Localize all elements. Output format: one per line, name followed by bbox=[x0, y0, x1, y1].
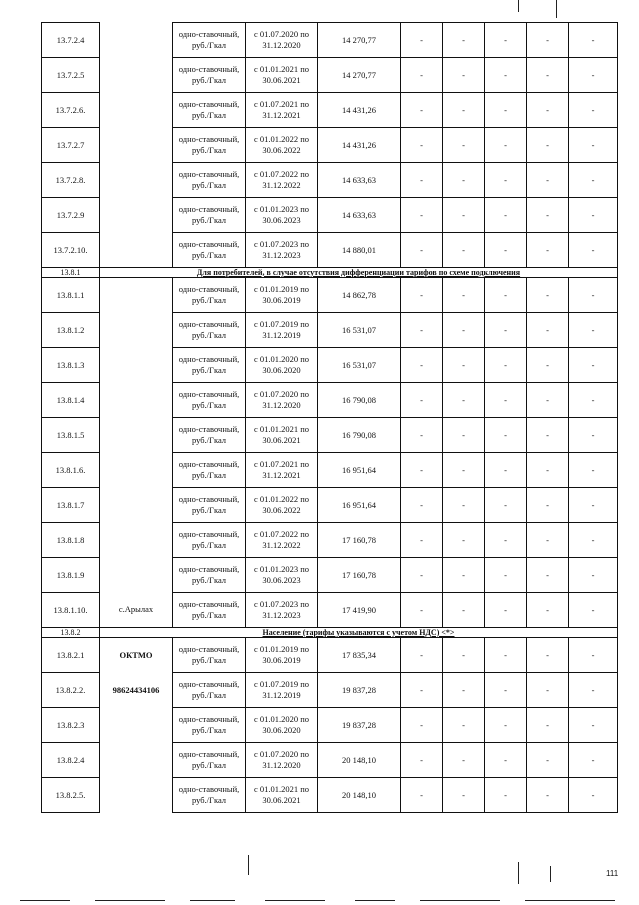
row-code: 13.8.2.5. bbox=[42, 778, 100, 813]
section-code: 13.8.1 bbox=[42, 268, 100, 278]
empty-value-dash: - bbox=[443, 523, 485, 558]
tariff-kind: одно-ставочный, руб./Гкал bbox=[173, 278, 246, 313]
empty-value-dash: - bbox=[443, 383, 485, 418]
empty-value-dash: - bbox=[527, 313, 569, 348]
row-code: 13.8.1.4 bbox=[42, 383, 100, 418]
tariff-kind: одно-ставочный, руб./Гкал bbox=[173, 558, 246, 593]
empty-value-dash: - bbox=[527, 233, 569, 268]
tariff-period: с 01.07.2021 по 31.12.2021 bbox=[246, 93, 318, 128]
tariff-kind: одно-ставочный, руб./Гкал bbox=[173, 128, 246, 163]
scan-artifact-line bbox=[265, 900, 325, 901]
tariff-period: с 01.07.2023 по 31.12.2023 bbox=[246, 593, 318, 628]
empty-value-dash: - bbox=[401, 313, 443, 348]
scan-artifact-line bbox=[355, 900, 395, 901]
tariff-period: с 01.07.2023 по 31.12.2023 bbox=[246, 233, 318, 268]
empty-value-dash: - bbox=[569, 128, 618, 163]
empty-value-dash: - bbox=[401, 418, 443, 453]
location-cell bbox=[100, 278, 173, 313]
location-cell bbox=[100, 128, 173, 163]
empty-value-dash: - bbox=[401, 743, 443, 778]
tariff-kind: одно-ставочный, руб./Гкал bbox=[173, 743, 246, 778]
empty-value-dash: - bbox=[569, 418, 618, 453]
empty-value-dash: - bbox=[527, 348, 569, 383]
table-row bbox=[42, 638, 618, 673]
row-code: 13.8.2.2. bbox=[42, 673, 100, 708]
empty-value-dash: - bbox=[527, 708, 569, 743]
row-code: 13.8.2.4 bbox=[42, 743, 100, 778]
tariff-price: 17 160,78 bbox=[318, 523, 401, 558]
empty-value-dash: - bbox=[569, 163, 618, 198]
empty-value-dash: - bbox=[527, 128, 569, 163]
empty-value-dash: - bbox=[401, 453, 443, 488]
table-row bbox=[42, 58, 618, 93]
tariff-period: с 01.07.2020 по 31.12.2020 bbox=[246, 23, 318, 58]
row-code: 13.8.1.3 bbox=[42, 348, 100, 383]
tariff-table-page bbox=[41, 22, 617, 813]
empty-value-dash: - bbox=[401, 278, 443, 313]
location-cell bbox=[100, 743, 173, 778]
section-title: Население (тарифы указываются с учетом НДС) <*> bbox=[100, 628, 618, 638]
scan-artifact-line bbox=[420, 900, 500, 901]
location-cell bbox=[100, 313, 173, 348]
empty-value-dash: - bbox=[527, 558, 569, 593]
empty-value-dash: - bbox=[485, 638, 527, 673]
tariff-price: 14 880,01 bbox=[318, 233, 401, 268]
row-code: 13.7.2.7 bbox=[42, 128, 100, 163]
location-cell bbox=[100, 453, 173, 488]
tariff-price: 17 835,34 bbox=[318, 638, 401, 673]
empty-value-dash: - bbox=[569, 708, 618, 743]
tariff-kind: одно-ставочный, руб./Гкал bbox=[173, 93, 246, 128]
tariff-period: с 01.07.2020 по 31.12.2020 bbox=[246, 383, 318, 418]
empty-value-dash: - bbox=[527, 488, 569, 523]
location-cell: 98624434106 bbox=[100, 673, 173, 708]
tariff-kind: одно-ставочный, руб./Гкал bbox=[173, 673, 246, 708]
empty-value-dash: - bbox=[485, 593, 527, 628]
tariff-price: 16 790,08 bbox=[318, 383, 401, 418]
empty-value-dash: - bbox=[443, 58, 485, 93]
empty-value-dash: - bbox=[485, 743, 527, 778]
empty-value-dash: - bbox=[569, 778, 618, 813]
tariff-table-body bbox=[42, 23, 618, 813]
table-row bbox=[42, 418, 618, 453]
table-row bbox=[42, 708, 618, 743]
row-code: 13.8.1.7 bbox=[42, 488, 100, 523]
table-row bbox=[42, 673, 618, 708]
empty-value-dash: - bbox=[443, 278, 485, 313]
empty-value-dash: - bbox=[443, 778, 485, 813]
section-code: 13.8.2 bbox=[42, 628, 100, 638]
empty-value-dash: - bbox=[485, 198, 527, 233]
empty-value-dash: - bbox=[527, 743, 569, 778]
empty-value-dash: - bbox=[485, 673, 527, 708]
location-cell bbox=[100, 708, 173, 743]
scan-artifact-line bbox=[550, 866, 551, 882]
empty-value-dash: - bbox=[443, 488, 485, 523]
table-row bbox=[42, 348, 618, 383]
tariff-price: 14 633,63 bbox=[318, 163, 401, 198]
table-row bbox=[42, 23, 618, 58]
empty-value-dash: - bbox=[401, 558, 443, 593]
empty-value-dash: - bbox=[527, 418, 569, 453]
empty-value-dash: - bbox=[485, 93, 527, 128]
empty-value-dash: - bbox=[569, 453, 618, 488]
empty-value-dash: - bbox=[485, 383, 527, 418]
table-row bbox=[42, 453, 618, 488]
empty-value-dash: - bbox=[443, 93, 485, 128]
tariff-period: с 01.07.2021 по 31.12.2021 bbox=[246, 453, 318, 488]
row-code: 13.7.2.10. bbox=[42, 233, 100, 268]
empty-value-dash: - bbox=[569, 743, 618, 778]
scan-artifact-line bbox=[20, 900, 70, 901]
row-code: 13.8.2.1 bbox=[42, 638, 100, 673]
tariff-kind: одно-ставочный, руб./Гкал bbox=[173, 233, 246, 268]
tariff-period: с 01.01.2021 по 30.06.2021 bbox=[246, 778, 318, 813]
empty-value-dash: - bbox=[401, 233, 443, 268]
table-row bbox=[42, 593, 618, 628]
scan-artifact-line bbox=[556, 0, 557, 18]
row-code: 13.7.2.5 bbox=[42, 58, 100, 93]
empty-value-dash: - bbox=[485, 278, 527, 313]
empty-value-dash: - bbox=[569, 488, 618, 523]
empty-value-dash: - bbox=[485, 348, 527, 383]
table-row bbox=[42, 523, 618, 558]
tariff-price: 14 633,63 bbox=[318, 198, 401, 233]
tariff-kind: одно-ставочный, руб./Гкал bbox=[173, 383, 246, 418]
tariff-period: с 01.07.2020 по 31.12.2020 bbox=[246, 743, 318, 778]
tariff-period: с 01.07.2022 по 31.12.2022 bbox=[246, 523, 318, 558]
table-row bbox=[42, 128, 618, 163]
row-code: 13.8.1.2 bbox=[42, 313, 100, 348]
location-cell bbox=[100, 558, 173, 593]
row-code: 13.8.1.6. bbox=[42, 453, 100, 488]
empty-value-dash: - bbox=[569, 198, 618, 233]
tariff-period: с 01.01.2022 по 30.06.2022 bbox=[246, 128, 318, 163]
tariff-period: с 01.01.2019 по 30.06.2019 bbox=[246, 638, 318, 673]
empty-value-dash: - bbox=[443, 198, 485, 233]
empty-value-dash: - bbox=[485, 58, 527, 93]
tariff-period: с 01.07.2019 по 31.12.2019 bbox=[246, 313, 318, 348]
empty-value-dash: - bbox=[527, 278, 569, 313]
tariff-price: 16 951,64 bbox=[318, 488, 401, 523]
empty-value-dash: - bbox=[485, 523, 527, 558]
tariff-period: с 01.07.2019 по 31.12.2019 bbox=[246, 673, 318, 708]
row-code: 13.7.2.4 bbox=[42, 23, 100, 58]
empty-value-dash: - bbox=[401, 488, 443, 523]
location-cell bbox=[100, 163, 173, 198]
empty-value-dash: - bbox=[485, 313, 527, 348]
empty-value-dash: - bbox=[569, 558, 618, 593]
location-cell: ОКТМО bbox=[100, 638, 173, 673]
empty-value-dash: - bbox=[569, 638, 618, 673]
empty-value-dash: - bbox=[401, 523, 443, 558]
empty-value-dash: - bbox=[443, 313, 485, 348]
table-row bbox=[42, 778, 618, 813]
empty-value-dash: - bbox=[527, 198, 569, 233]
tariff-kind: одно-ставочный, руб./Гкал bbox=[173, 523, 246, 558]
location-cell bbox=[100, 488, 173, 523]
empty-value-dash: - bbox=[485, 453, 527, 488]
empty-value-dash: - bbox=[443, 453, 485, 488]
tariff-period: с 01.01.2019 по 30.06.2019 bbox=[246, 278, 318, 313]
tariff-price: 14 270,77 bbox=[318, 23, 401, 58]
empty-value-dash: - bbox=[527, 58, 569, 93]
empty-value-dash: - bbox=[569, 523, 618, 558]
section-header-row bbox=[42, 628, 618, 638]
empty-value-dash: - bbox=[401, 23, 443, 58]
scan-artifact-line bbox=[518, 862, 519, 884]
location-cell bbox=[100, 523, 173, 558]
tariff-kind: одно-ставочный, руб./Гкал bbox=[173, 418, 246, 453]
location-cell bbox=[100, 58, 173, 93]
empty-value-dash: - bbox=[527, 93, 569, 128]
empty-value-dash: - bbox=[485, 708, 527, 743]
table-row bbox=[42, 558, 618, 593]
empty-value-dash: - bbox=[485, 558, 527, 593]
tariff-price: 19 837,28 bbox=[318, 708, 401, 743]
location-cell bbox=[100, 93, 173, 128]
tariff-period: с 01.01.2022 по 30.06.2022 bbox=[246, 488, 318, 523]
tariff-kind: одно-ставочный, руб./Гкал bbox=[173, 453, 246, 488]
tariff-kind: одно-ставочный, руб./Гкал bbox=[173, 23, 246, 58]
empty-value-dash: - bbox=[527, 453, 569, 488]
location-cell bbox=[100, 233, 173, 268]
location-cell bbox=[100, 418, 173, 453]
empty-value-dash: - bbox=[569, 93, 618, 128]
empty-value-dash: - bbox=[527, 163, 569, 198]
table-row bbox=[42, 93, 618, 128]
row-code: 13.7.2.9 bbox=[42, 198, 100, 233]
empty-value-dash: - bbox=[569, 673, 618, 708]
empty-value-dash: - bbox=[443, 593, 485, 628]
tariff-kind: одно-ставочный, руб./Гкал bbox=[173, 348, 246, 383]
tariff-kind: одно-ставочный, руб./Гкал bbox=[173, 313, 246, 348]
tariff-price: 14 862,78 bbox=[318, 278, 401, 313]
tariff-price: 16 790,08 bbox=[318, 418, 401, 453]
tariff-price: 14 431,26 bbox=[318, 93, 401, 128]
tariff-period: с 01.01.2023 по 30.06.2023 bbox=[246, 198, 318, 233]
scan-artifact-line bbox=[518, 0, 519, 12]
empty-value-dash: - bbox=[401, 58, 443, 93]
empty-value-dash: - bbox=[527, 383, 569, 418]
row-code: 13.8.1.9 bbox=[42, 558, 100, 593]
row-code: 13.8.2.3 bbox=[42, 708, 100, 743]
empty-value-dash: - bbox=[401, 708, 443, 743]
empty-value-dash: - bbox=[443, 638, 485, 673]
empty-value-dash: - bbox=[401, 198, 443, 233]
table-row bbox=[42, 383, 618, 418]
empty-value-dash: - bbox=[443, 743, 485, 778]
empty-value-dash: - bbox=[401, 638, 443, 673]
row-code: 13.7.2.8. bbox=[42, 163, 100, 198]
row-code: 13.8.1.10. bbox=[42, 593, 100, 628]
empty-value-dash: - bbox=[527, 523, 569, 558]
scan-artifact-line bbox=[525, 900, 615, 901]
empty-value-dash: - bbox=[485, 23, 527, 58]
empty-value-dash: - bbox=[569, 593, 618, 628]
empty-value-dash: - bbox=[569, 383, 618, 418]
empty-value-dash: - bbox=[443, 673, 485, 708]
location-cell bbox=[100, 383, 173, 418]
section-header-row bbox=[42, 268, 618, 278]
empty-value-dash: - bbox=[401, 128, 443, 163]
empty-value-dash: - bbox=[401, 673, 443, 708]
location-cell bbox=[100, 198, 173, 233]
tariff-period: с 01.01.2020 по 30.06.2020 bbox=[246, 348, 318, 383]
row-code: 13.8.1.8 bbox=[42, 523, 100, 558]
empty-value-dash: - bbox=[569, 348, 618, 383]
empty-value-dash: - bbox=[485, 233, 527, 268]
table-row bbox=[42, 163, 618, 198]
empty-value-dash: - bbox=[443, 233, 485, 268]
tariff-price: 17 419,90 bbox=[318, 593, 401, 628]
empty-value-dash: - bbox=[401, 593, 443, 628]
empty-value-dash: - bbox=[443, 128, 485, 163]
empty-value-dash: - bbox=[485, 128, 527, 163]
empty-value-dash: - bbox=[443, 558, 485, 593]
empty-value-dash: - bbox=[485, 163, 527, 198]
empty-value-dash: - bbox=[527, 778, 569, 813]
tariff-price: 14 270,77 bbox=[318, 58, 401, 93]
row-code: 13.7.2.6. bbox=[42, 93, 100, 128]
tariff-kind: одно-ставочный, руб./Гкал bbox=[173, 163, 246, 198]
empty-value-dash: - bbox=[569, 23, 618, 58]
tariff-kind: одно-ставочный, руб./Гкал bbox=[173, 198, 246, 233]
empty-value-dash: - bbox=[527, 673, 569, 708]
empty-value-dash: - bbox=[527, 593, 569, 628]
tariff-price: 14 431,26 bbox=[318, 128, 401, 163]
empty-value-dash: - bbox=[485, 778, 527, 813]
table-row bbox=[42, 743, 618, 778]
scan-artifact-line bbox=[248, 855, 249, 875]
scan-artifact-line bbox=[95, 900, 165, 901]
tariff-price: 17 160,78 bbox=[318, 558, 401, 593]
tariff-price: 19 837,28 bbox=[318, 673, 401, 708]
empty-value-dash: - bbox=[485, 488, 527, 523]
row-code: 13.8.1.1 bbox=[42, 278, 100, 313]
table-row bbox=[42, 278, 618, 313]
tariff-period: с 01.01.2021 по 30.06.2021 bbox=[246, 418, 318, 453]
tariff-kind: одно-ставочный, руб./Гкал bbox=[173, 638, 246, 673]
empty-value-dash: - bbox=[401, 383, 443, 418]
empty-value-dash: - bbox=[569, 58, 618, 93]
empty-value-dash: - bbox=[527, 638, 569, 673]
tariff-period: с 01.01.2020 по 30.06.2020 bbox=[246, 708, 318, 743]
empty-value-dash: - bbox=[443, 163, 485, 198]
tariff-price: 16 531,07 bbox=[318, 348, 401, 383]
tariff-kind: одно-ставочный, руб./Гкал bbox=[173, 778, 246, 813]
empty-value-dash: - bbox=[443, 23, 485, 58]
tariff-kind: одно-ставочный, руб./Гкал bbox=[173, 488, 246, 523]
tariff-period: с 01.01.2021 по 30.06.2021 bbox=[246, 58, 318, 93]
tariff-kind: одно-ставочный, руб./Гкал bbox=[173, 593, 246, 628]
page-number: 111 bbox=[606, 869, 619, 878]
empty-value-dash: - bbox=[569, 313, 618, 348]
empty-value-dash: - bbox=[527, 23, 569, 58]
tariff-price: 16 951,64 bbox=[318, 453, 401, 488]
empty-value-dash: - bbox=[401, 163, 443, 198]
location-cell bbox=[100, 778, 173, 813]
tariff-kind: одно-ставочный, руб./Гкал bbox=[173, 708, 246, 743]
tariff-price: 20 148,10 bbox=[318, 743, 401, 778]
table-row bbox=[42, 233, 618, 268]
empty-value-dash: - bbox=[401, 348, 443, 383]
tariff-price: 16 531,07 bbox=[318, 313, 401, 348]
empty-value-dash: - bbox=[443, 708, 485, 743]
empty-value-dash: - bbox=[443, 418, 485, 453]
tariff-kind: одно-ставочный, руб./Гкал bbox=[173, 58, 246, 93]
location-cell: с.Арылах bbox=[100, 593, 173, 628]
tariff-price: 20 148,10 bbox=[318, 778, 401, 813]
table-row bbox=[42, 198, 618, 233]
scan-artifact-line bbox=[190, 900, 235, 901]
empty-value-dash: - bbox=[401, 93, 443, 128]
tariff-period: с 01.07.2022 по 31.12.2022 bbox=[246, 163, 318, 198]
empty-value-dash: - bbox=[569, 233, 618, 268]
empty-value-dash: - bbox=[485, 418, 527, 453]
empty-value-dash: - bbox=[443, 348, 485, 383]
table-row bbox=[42, 488, 618, 523]
empty-value-dash: - bbox=[401, 778, 443, 813]
section-title: Для потребителей, в случае отсутствия дифференциации тарифов по схеме подключения bbox=[100, 268, 618, 278]
location-cell bbox=[100, 348, 173, 383]
empty-value-dash: - bbox=[569, 278, 618, 313]
tariff-table bbox=[41, 22, 618, 813]
row-code: 13.8.1.5 bbox=[42, 418, 100, 453]
table-row bbox=[42, 313, 618, 348]
tariff-period: с 01.01.2023 по 30.06.2023 bbox=[246, 558, 318, 593]
location-cell bbox=[100, 23, 173, 58]
